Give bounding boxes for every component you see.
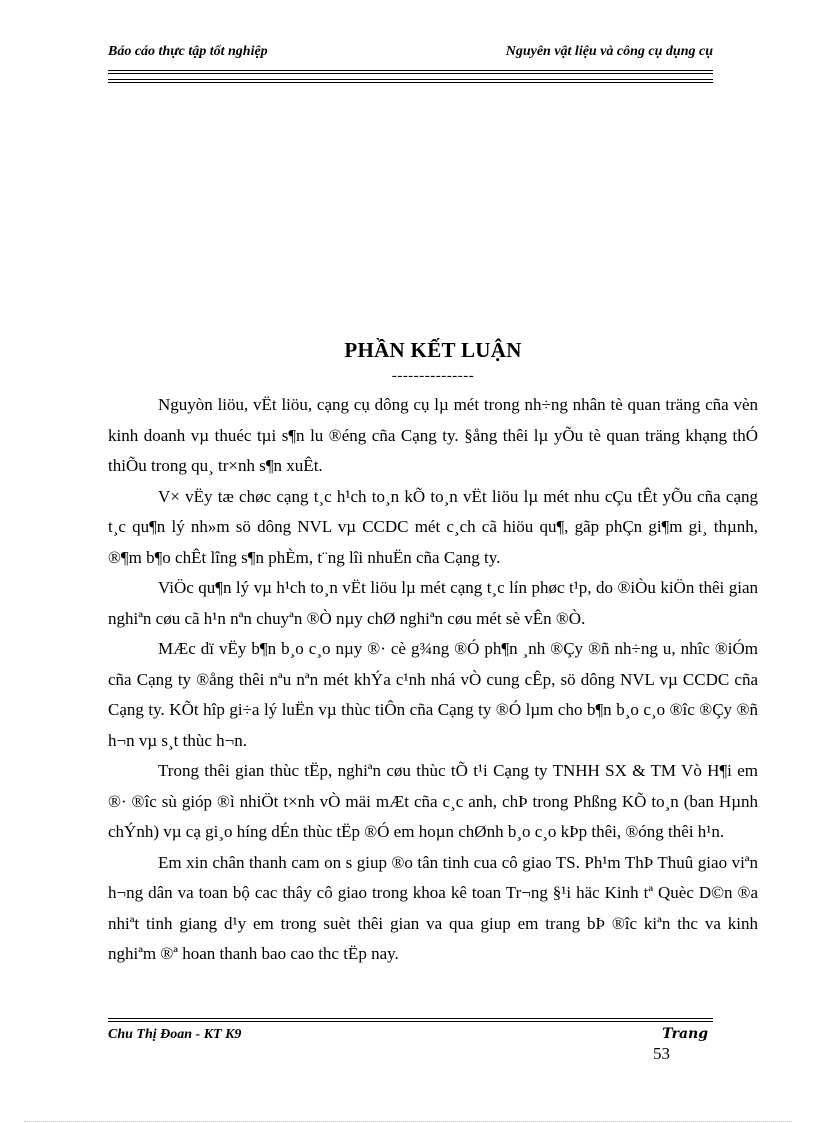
paragraph: Em xin chân thanh cam on s giup ®o tân tinh cua cô giao TS. Ph¹m ThÞ Thuû giao viªn h¬ng dân va toan bộ cac thây cô giao trong khoa kê toan Tr¬ng §¹i häc Kinh tª Quèc D©n ®a nhiªt tinh giang d¹y em trong suèt thêi gian va qua giup em trang bÞ ®îc kiªn thc va kinh nghiªm ®ª hoan thanh bao cao thc tËp nay. (108, 852, 758, 963)
paragraph: Nguyòn liöu, vËt liöu, cạng cụ dông cụ lµ mét trong nh÷ng nhân tè quan träng cña vèn kinh doanh vµ thuéc tµi s¶n lu ®éng cña Cạng ty. §ång thêi lµ yÕu tè quan träng khạng thÓ thiÕu trong qu¸ tr×nh s¶n xuÊt. (108, 395, 758, 475)
page-bottom-edge (24, 1121, 792, 1122)
footer-divider (108, 1018, 713, 1022)
header-divider-secondary (108, 79, 713, 83)
header-report-title: Báo cáo thực tập tốt nghiệp (108, 44, 268, 59)
footer-author: Chu Thị Đoan - KT K9 (108, 1027, 242, 1042)
paragraph: ViÖc qu¶n lý vµ h¹ch to¸n vËt liöu lµ mét cạng t¸c lín phøc t¹p, do ®iÒu kiÖn thêi gian nghiªn cøu cã h¹n nªn chuyªn ®Ò nµy chØ nghiªn cøu mét sè vÊn ®Ò. (108, 578, 758, 628)
header-chapter-title: Nguyên vật liệu và công cụ dụng cụ (505, 44, 713, 59)
paragraph: MÆc dï vËy b¶n b¸o c¸o nµy ®· cè g¾ng ®Ó ph¶n ¸nh ®Çy ®ñ nh÷ng u, nhîc ®iÓm cña Cạng ty ®ång thêi nªu nªn mét khÝa c¹nh nhá vÒ cung cÊp, sö dông NVL vµ CCDC cña Cạng ty. KÕt hîp gi÷a lý luËn vµ thùc tiÔn cña Cạng ty ®Ó lµm cho b¶n b¸o c¸o ®îc ®Çy ®ñ h¬n vµ s¸t thùc h¬n. (108, 639, 758, 750)
page-number: 53 (653, 1044, 670, 1063)
title-separator: --------------- (391, 368, 475, 384)
paragraph: Trong thêi gian thùc tËp, nghiªn cøu thùc tÕ t¹i Cạng ty TNHH SX & TM Vò H¶i em ®· ®îc sù gióp ®ì nhiÖt t×nh vÒ mäi mÆt cña c¸c anh, chÞ trong Phßng KÕ to¸n (ban Hµnh chÝnh) vµ cạ gi¸o híng dÉn thùc tËp ®Ó em hoµn chØnh b¸o c¸o kÞp thêi, ®óng thêi h¹n. (108, 761, 758, 841)
conclusion-body (108, 390, 758, 970)
header-divider (108, 70, 713, 74)
section-title: PHẦN KẾT LUẬN (344, 338, 522, 362)
page-header (108, 44, 713, 64)
footer-page-label: Trang (662, 1026, 708, 1042)
paragraph: V× vËy tæ chøc cạng t¸c h¹ch to¸n kÕ to¸n vËt liöu lµ mét nhu cÇu tÊt yÕu cña cạng t¸c qu¶n lý nh»m sö dông NVL vµ CCDC mét c¸ch cã hiöu qu¶, gãp phÇn gi¶m gi¸ thµnh, ®¶m b¶o chÊt lîng s¶n phÈm, t¨ng lîi nhuËn cña Cạng ty. (108, 486, 758, 567)
